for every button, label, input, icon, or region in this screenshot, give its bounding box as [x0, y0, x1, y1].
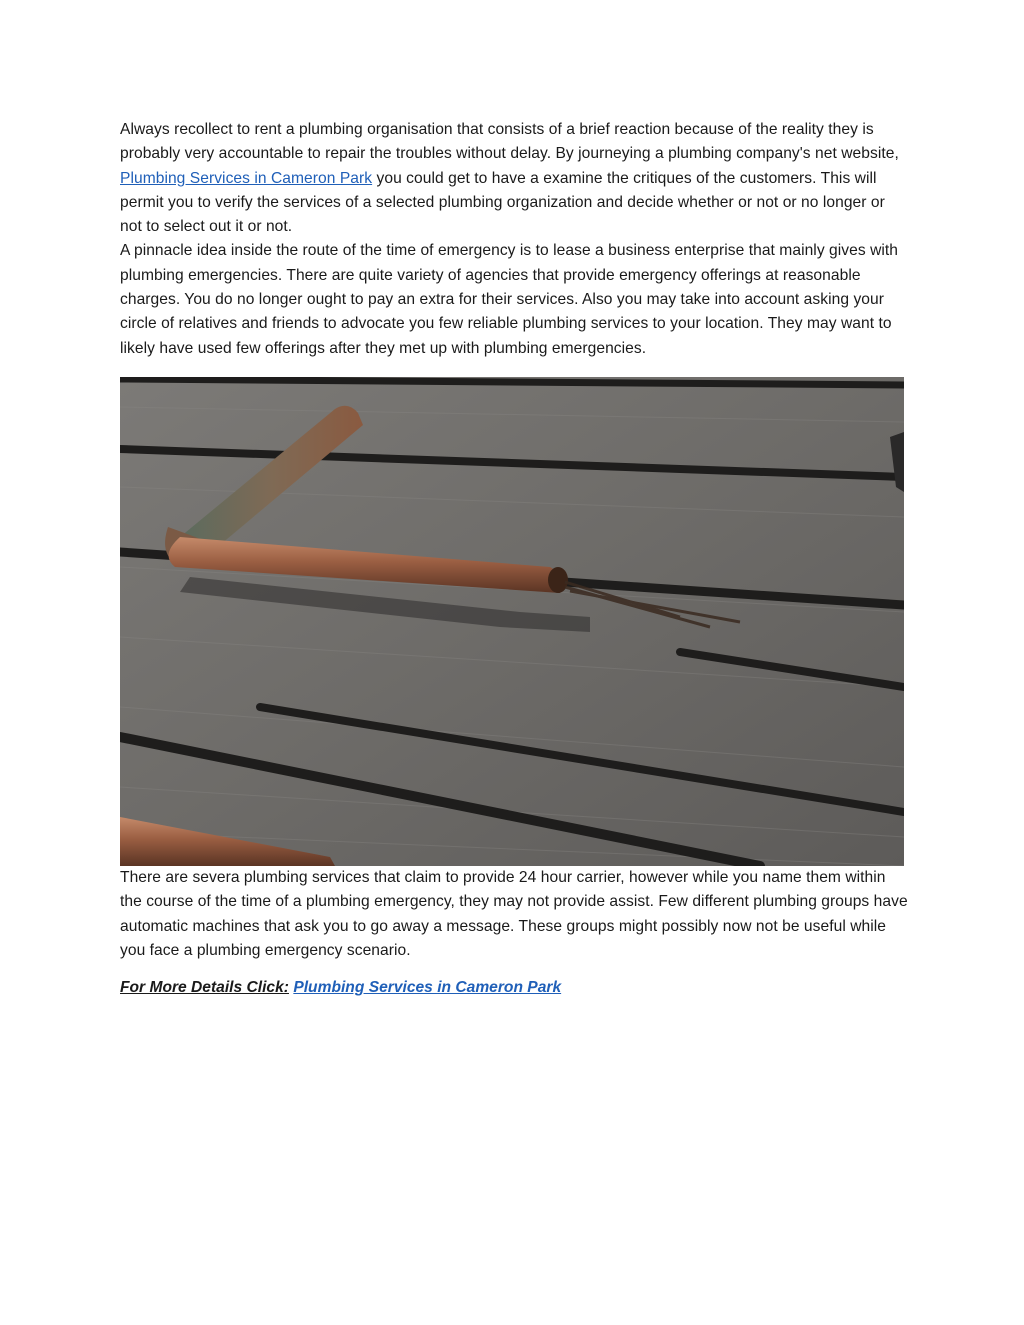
- paragraph-24-hour-services: There are severa plumbing services that claim to provide 24 hour carrier, however while you name them within the course of the time of a plumbing emergency, they may not provide assist. Few different plumbing groups have automatic machines that ask you to go away a message. These groups might possibly now not be useful while you face a plumbing emergency scenario.: [120, 868, 908, 959]
- document-page: [120, 118, 910, 1000]
- more-details-label: For More Details Click:: [120, 979, 289, 997]
- paragraph-intro-text-after: you could get to have a examine the critiques of the customers. This will permit you to verify the services of a selected plumbing organization and decide whether or not or no longer or not to select out it or not.: [120, 169, 885, 236]
- plumbing-services-link[interactable]: Plumbing Services in Cameron Park: [120, 169, 373, 187]
- paragraph-intro-text-before: Always recollect to rent a plumbing organisation that consists of a brief reaction because of the reality they is probably very accountable to repair the troubles without delay. By journeying a plumbing company's net website,: [120, 121, 899, 163]
- more-details-line: [120, 976, 910, 1000]
- paragraph-intro: [120, 118, 910, 239]
- more-details-link[interactable]: Plumbing Services in Cameron Park: [293, 979, 562, 997]
- copper-pipe-photo: [120, 377, 904, 866]
- paragraph-emergency-tip: A pinnacle idea inside the route of the time of emergency is to lease a business enterprise that mainly gives with plumbing emergencies. There are quite variety of agencies that provide emergency offerings at reasonable charges. You do no longer ought to pay an extra for their services. Also you may take into account asking your circle of relatives and friends to advocate you few reliable plumbing services to your location. They may want to likely have used few offerings after they met up with plumbing emergencies.: [120, 242, 899, 357]
